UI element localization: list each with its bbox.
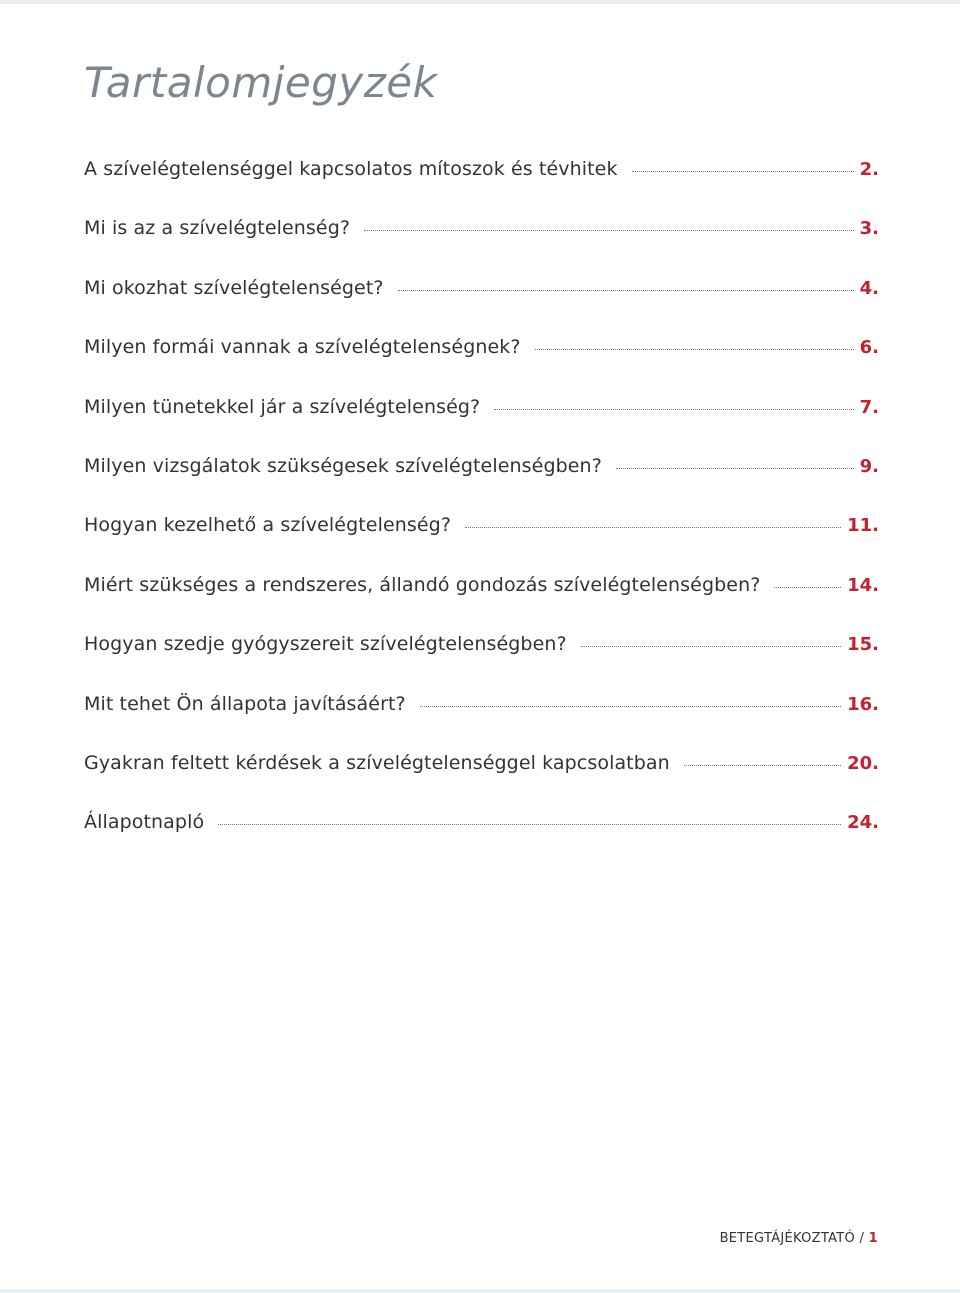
dot-leader <box>218 824 841 825</box>
toc-entry-page: 14. <box>847 574 879 596</box>
dot-leader <box>632 171 854 172</box>
toc-entry-label: Milyen tünetekkel jár a szívelégtelenség? <box>84 395 481 418</box>
page-footer <box>720 1231 878 1246</box>
toc-entry[interactable] <box>84 633 879 692</box>
table-of-contents <box>84 158 879 871</box>
toc-entry[interactable] <box>84 455 879 514</box>
toc-entry-label: Állapotnapló <box>84 811 205 834</box>
toc-entry-page: 11. <box>847 515 879 537</box>
dot-leader <box>581 646 841 647</box>
toc-entry[interactable] <box>84 336 879 395</box>
dot-leader <box>465 527 841 528</box>
toc-entry[interactable] <box>84 158 879 217</box>
toc-entry-page: 6. <box>859 337 879 359</box>
toc-entry-label: Miért szükséges a rendszeres, állandó gondozás szívelégtelenségben? <box>84 573 761 596</box>
toc-entry-label: Milyen formái vannak a szívelégtelenségnek? <box>84 336 521 359</box>
toc-entry[interactable] <box>84 811 879 870</box>
toc-entry[interactable] <box>84 693 879 752</box>
toc-entry-page: 4. <box>859 277 879 299</box>
toc-entry-label: Milyen vizsgálatok szükségesek szívelégtelenségben? <box>84 454 602 477</box>
toc-entry-label: A szívelégtelenséggel kapcsolatos mítoszok és tévhitek <box>84 158 618 180</box>
toc-entry-label: Hogyan szedje gyógyszereit szívelégtelenségben? <box>84 633 567 656</box>
toc-entry-page: 7. <box>859 396 879 418</box>
toc-entry-page: 20. <box>847 752 879 774</box>
toc-entry-page: 16. <box>847 693 879 715</box>
toc-entry-page: 3. <box>859 218 879 240</box>
dot-leader <box>364 230 854 231</box>
dot-leader <box>774 587 841 588</box>
dot-leader <box>494 409 853 410</box>
toc-entry-page: 2. <box>859 159 879 180</box>
toc-entry-label: Mi is az a szívelégtelenség? <box>84 217 351 240</box>
toc-entry[interactable] <box>84 752 879 811</box>
toc-entry[interactable] <box>84 396 879 455</box>
dot-leader <box>535 349 854 350</box>
toc-entry-label: Gyakran feltett kérdések a szívelégtelenséggel kapcsolatban <box>84 751 670 774</box>
footer-separator: / <box>859 1231 865 1246</box>
footer-publication-name: BETEGTÁJÉKOZTATÓ <box>719 1231 856 1246</box>
top-edge-band <box>0 0 960 4</box>
toc-entry-label: Mit tehet Ön állapota javításáért? <box>84 692 406 715</box>
toc-entry-page: 24. <box>847 812 879 834</box>
toc-entry[interactable] <box>84 217 879 276</box>
toc-entry[interactable] <box>84 277 879 336</box>
toc-entry-page: 15. <box>847 634 879 656</box>
toc-entry[interactable] <box>84 514 879 573</box>
footer-page-number: 1 <box>868 1231 878 1246</box>
toc-entry-label: Hogyan kezelhető a szívelégtelenség? <box>84 514 452 537</box>
toc-entry-label: Mi okozhat szívelégtelenséget? <box>84 276 384 299</box>
bottom-edge-band <box>0 1289 960 1293</box>
page-title: Tartalomjegyzék <box>84 58 438 107</box>
dot-leader <box>398 290 854 291</box>
toc-entry-page: 9. <box>859 455 879 477</box>
dot-leader <box>420 706 841 707</box>
toc-entry[interactable] <box>84 574 879 633</box>
dot-leader <box>684 765 841 766</box>
dot-leader <box>616 468 854 469</box>
